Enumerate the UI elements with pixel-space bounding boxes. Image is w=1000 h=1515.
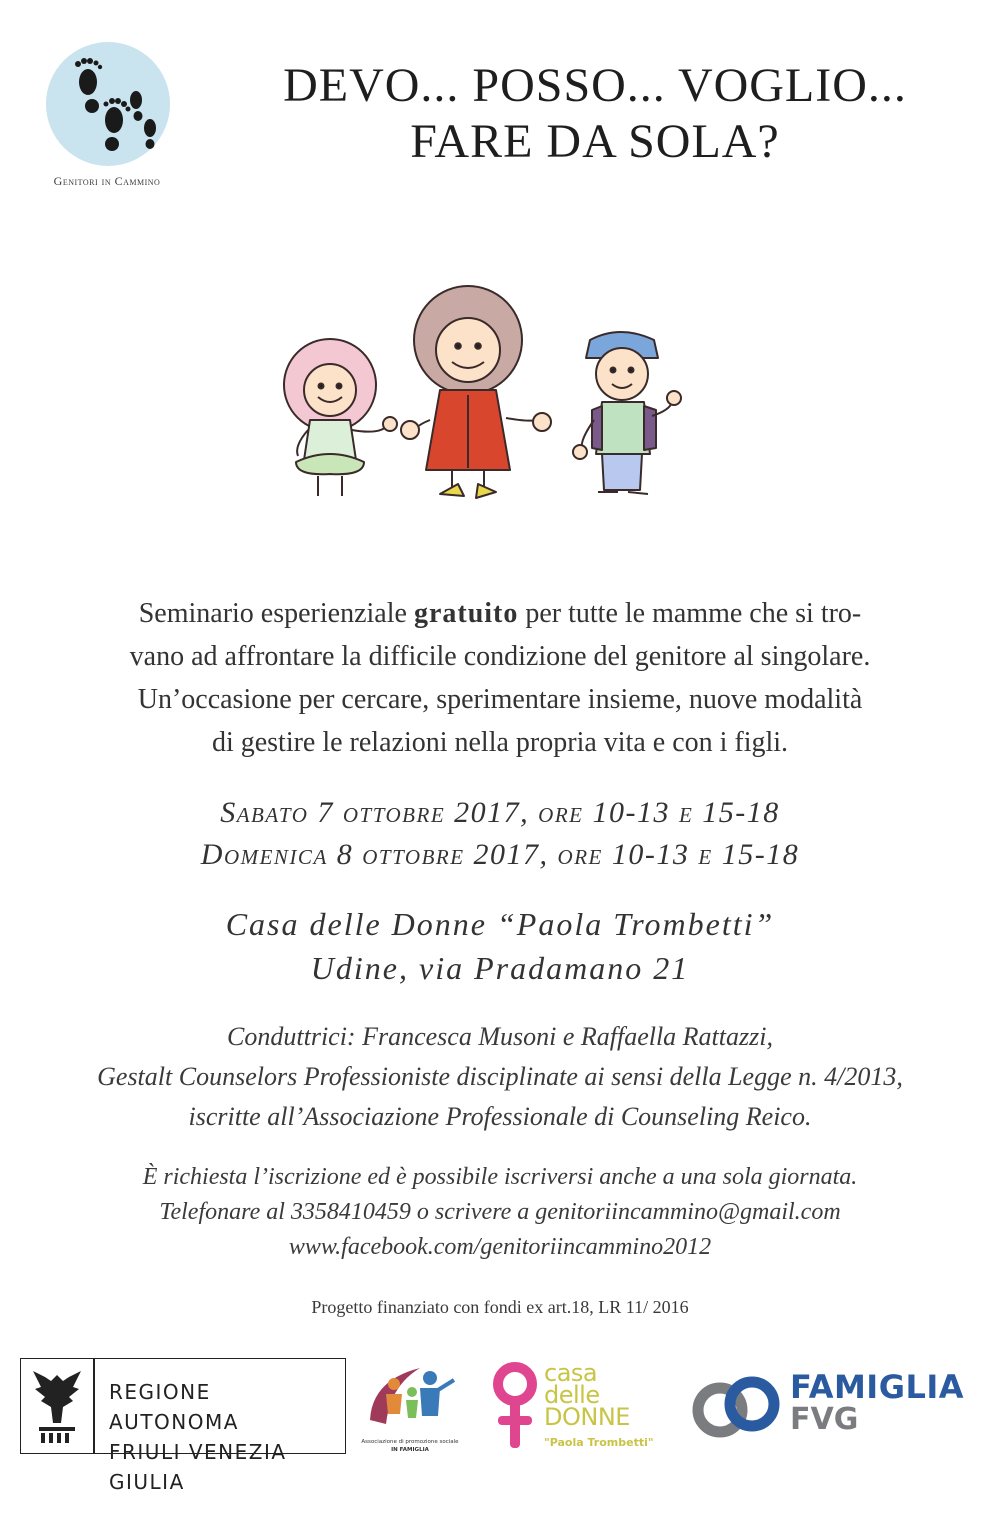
- event-dates: [20, 792, 980, 876]
- registration-note: È richiesta l’iscrizione ed è possibile iscriversi anche a una sola giornata.: [142, 1164, 858, 1190]
- regione-fvg-logo: [20, 1358, 346, 1494]
- event-venue: [20, 902, 980, 990]
- leaders-info: [20, 1017, 980, 1137]
- funding-note: Progetto finanziato con fondi ex art.18, LR 11/ 2016: [311, 1297, 689, 1317]
- venue-name: Casa delle Donne “Paola Trombetti”: [225, 906, 775, 942]
- leaders-line-3: iscritte all’Associazione Professionale di Counseling Reico.: [188, 1102, 812, 1131]
- leaders-line-2: Gestalt Counselors Professioniste disciplinate ai sensi della Legge n. 4/2013,: [97, 1062, 903, 1091]
- contact-info: [20, 1160, 980, 1265]
- title-line-1: DEVO... POSSO... VOGLIO...: [283, 59, 907, 112]
- facebook-link: www.facebook.com/genitoriincammino2012: [288, 1234, 712, 1260]
- eagle-icon: [29, 1367, 85, 1447]
- girl-figure: [284, 339, 397, 496]
- family-illustration: [240, 270, 690, 530]
- intro-line-2: vano ad affrontare la difficile condizione del genitore al singolare.: [129, 641, 871, 672]
- family-drawing: [240, 270, 690, 530]
- date-sunday: Domenica 8 ottobre 2017, ore 10-13 e 15-18: [200, 838, 800, 871]
- page-title: [190, 58, 1000, 170]
- casa-delle-donne-logo: casa delle DONNE "Paola Trombetti": [490, 1360, 670, 1456]
- intro-line-4: di gestire le relazioni nella propria vita e con i figli.: [211, 727, 789, 758]
- mother-figure: [401, 286, 551, 498]
- footprints-icon: [46, 42, 170, 166]
- boy-figure: [573, 332, 681, 494]
- free-emphasis: gratuito: [413, 598, 519, 629]
- casa-subtitle: "Paola Trombetti": [544, 1436, 654, 1449]
- venus-symbol-icon: [490, 1360, 540, 1452]
- leaders-line-1: Conduttrici: Francesca Musoni e Raffaella Rattazzi,: [227, 1022, 773, 1051]
- logo-caption: Genitori in Cammino: [53, 174, 161, 188]
- in-famiglia-caption: Associazione di promozione sociale IN FAMIGLIA: [361, 1439, 459, 1453]
- date-saturday: Sabato 7 ottobre 2017, ore 10-13 e 15-18: [220, 796, 780, 829]
- family-people-icon: [360, 1350, 460, 1438]
- intro-line-3: Un’occasione per cercare, sperimentare insieme, nuove modalità: [137, 684, 863, 715]
- title-line-2: FARE DA SOLA?: [410, 115, 780, 168]
- venue-address: Udine, via Pradamano 21: [310, 950, 690, 986]
- logo-divider: [93, 1359, 95, 1453]
- famiglia-fvg-logo: FAMIGLIA FVG: [690, 1368, 970, 1444]
- linked-rings-icon: [690, 1370, 786, 1442]
- regione-text: REGIONE AUTONOMA FRIULI VENEZIA GIULIA: [109, 1380, 287, 1494]
- intro-line-1: Seminario esperienziale gratuito per tutte le mamme che si tro-: [138, 598, 862, 629]
- intro-paragraph: [20, 592, 980, 764]
- phone-email: Telefonare al 3358410459 o scrivere a genitoriincammino@gmail.com: [159, 1199, 841, 1225]
- genitori-in-cammino-logo: [38, 42, 188, 192]
- in-famiglia-logo: [360, 1350, 460, 1462]
